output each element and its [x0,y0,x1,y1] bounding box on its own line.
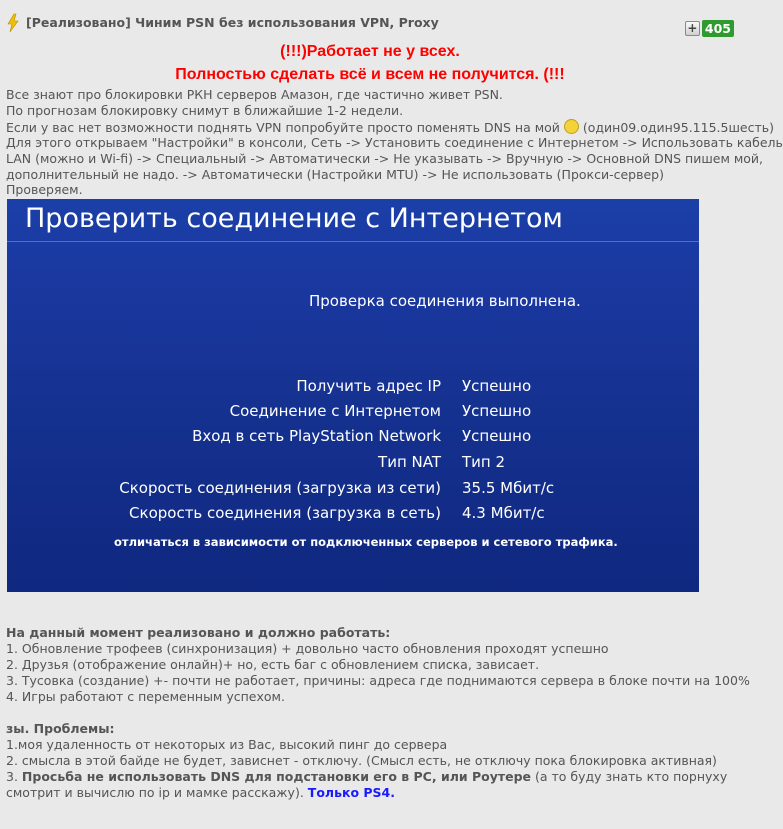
intro-line: Проверяем. [6,182,83,197]
vote-widget [685,20,734,37]
ps4-screenshot [7,199,699,592]
ps4-row-value: 4.3 Мбит/с [462,504,545,522]
post-header [6,13,734,35]
status-item: 3. Тусовка (создание) +- почти не работает, причины: адреса где поднимаются сервера в блоке почти на 100% [6,673,750,688]
problem-warning: Просьба не использовать DNS для подстановки его в PC, или Роутере [21,769,532,784]
ps4-row-label: Скорость соединения (загрузка из сети) [119,479,441,497]
problem-item [6,769,727,785]
intro-line: Для этого открываем "Настройки" в консоли, Сеть -> Установить соединение с Интернетом -> Использовать кабель [6,135,783,150]
smile-icon [564,119,579,134]
ps4-row-label: Соединение с Интернетом [229,402,441,420]
problem-item [6,785,395,801]
ps4-row-value: Тип 2 [462,453,506,471]
ps4-footnote: отличаться в зависимости от подключенных серверов и сетевого трафика. [114,535,618,549]
status-item: 4. Игры работают с переменным успехом. [6,689,285,704]
problem-text: (а то буду знать кто порнуху [531,769,728,784]
intro-line: Все знают про блокировки РКН серверов Амазон, где частично живет PSN. [6,87,503,102]
intro-line: дополнительный не надо. -> Автоматически (Настройки MTU) -> Не использовать (Прокси-сервер) [6,167,664,182]
ps4-row-value: 35.5 Мбит/с [462,479,555,497]
problem-number: 3. [6,769,22,784]
lightning-icon [6,14,20,32]
ps4-row-label: Получить адрес IP [296,377,441,395]
ps4-screen-title: Проверить соединение с Интернетом [25,203,563,234]
ps4-check-done: Проверка соединения выполнена. [309,292,581,310]
ps4-row-value: Успешно [462,402,532,420]
intro-text: Если у вас нет возможности поднять VPN попробуйте просто поменять DNS на мой [6,120,560,135]
score-badge: 405 [702,20,734,37]
status-heading: На данный момент реализовано и должно работать: [6,625,391,640]
problem-item: 1.моя удаленность от некоторых из Вас, высокий пинг до сервера [6,737,448,752]
problem-text: смотрит и вычислю по ip и мамке расскажу). [6,785,304,800]
dns-address: (один09.один95.115.5шесть) [582,120,774,135]
status-item: 1. Обновление трофеев (синхронизация) + довольно часто обновления проходят успешно [6,641,609,656]
intro-line: LAN (можно и Wi-fi) -> Специальный -> Автоматически -> Не указывать -> Вручную -> Основной DNS пишем мой, [6,151,764,166]
post-title[interactable]: [Реализовано] Чиним PSN без использования VPN, Proxy [26,15,439,30]
ps4-row-value: Успешно [462,427,532,445]
intro-line: По прогнозам блокировку снимут в ближайшие 1-2 недели. [6,103,404,118]
ps4-only-note: Только PS4. [307,785,396,800]
status-item: 2. Друзья (отображение онлайн)+ но, есть баг с обновлением списка, зависает. [6,657,540,672]
problem-item: 2. смысла в этой байде не будет, зависнет - отключу. (Смысл есть, не отключу пока блокировка активная) [6,753,717,768]
warning-line-1: (!!!)Работает не у всех. [280,43,460,60]
ps4-row-label: Вход в сеть PlayStation Network [192,427,441,445]
divider [7,241,699,242]
problems-heading: зы. Проблемы: [6,721,115,736]
ps4-row-label: Скорость соединения (загрузка в сеть) [129,504,441,522]
intro-line-dns [6,119,774,136]
warning-line-2: Полностью сделать всё и всем не получится. (!!! [175,66,565,83]
ps4-row-value: Успешно [462,377,532,395]
upvote-button[interactable]: + [685,21,700,36]
ps4-row-label: Тип NAT [378,453,441,471]
